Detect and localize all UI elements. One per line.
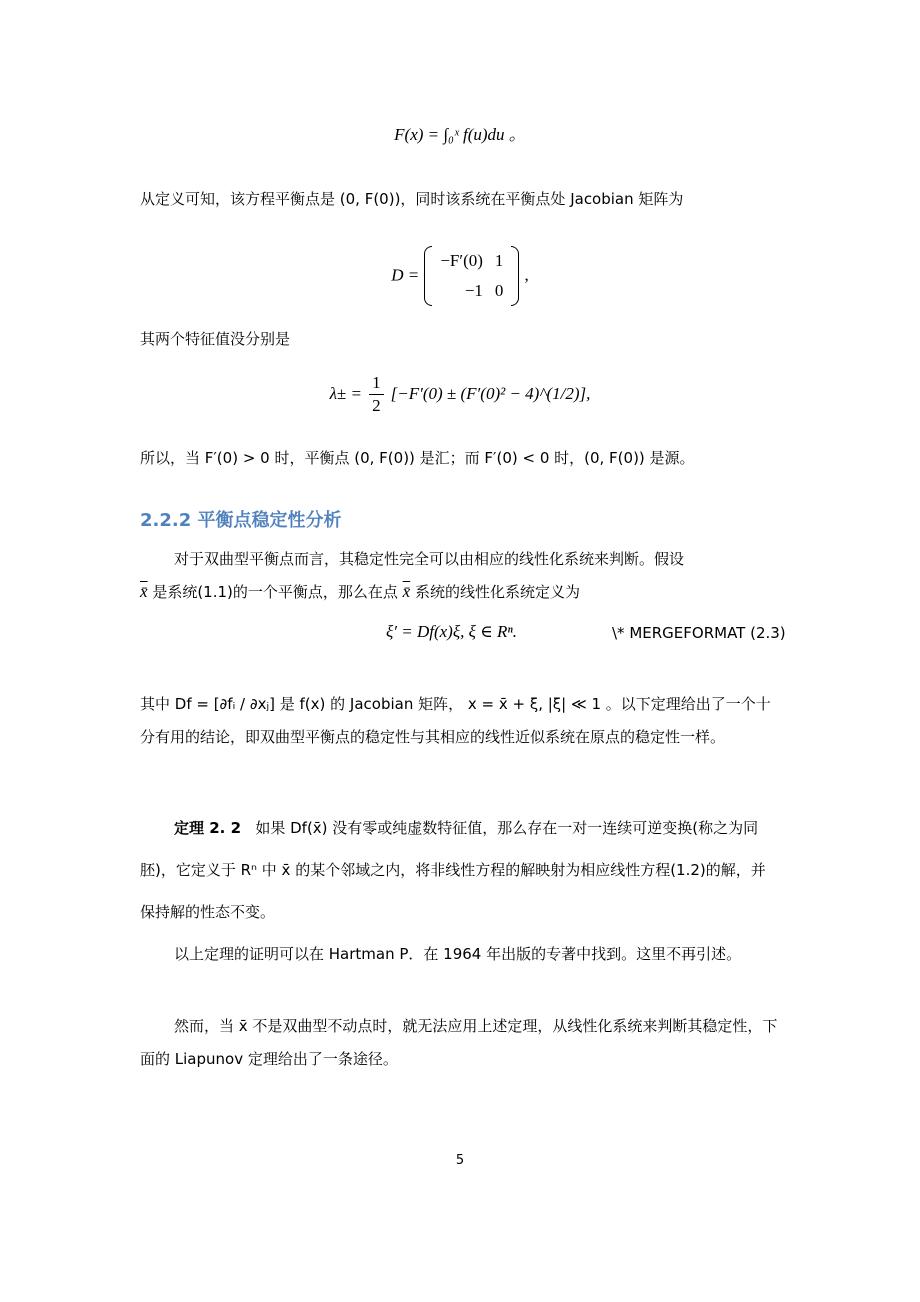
paragraph-hartman: 以上定理的证明可以在 Hartman P．在 1964 年出版的专著中找到。这里不再引述。 — [174, 945, 742, 963]
matrix-cell: −1 — [464, 281, 483, 300]
equation-2-3 — [386, 622, 517, 642]
paragraph-hyperbolic-cont — [140, 575, 780, 609]
text-span: 是系统(1.1)的一个平衡点，那么在点 — [147, 583, 403, 601]
fraction-denominator: 2 — [372, 396, 381, 415]
paragraph-hyperbolic: 对于双曲型平衡点而言，其稳定性完全可以由相应的线性化系统来判断。假设 — [174, 550, 685, 568]
equation-2-3-text: ξ′ = Df(x)ξ, ξ ∈ Rⁿ. — [386, 622, 517, 641]
fraction-numerator: 1 — [369, 372, 384, 395]
equation-F — [0, 120, 920, 145]
equation-lambda-rhs: [−F′(0) ± (F′(0)² − 4)^(1/2)], — [390, 384, 591, 403]
paragraph-equilibrium: 从定义可知，该方程平衡点是 (0, F(0))，同时该系统在平衡点处 Jacobian 矩阵为 — [140, 190, 684, 208]
x-bar: x̄ — [140, 582, 148, 601]
x-bar: x̄ — [402, 582, 411, 601]
paragraph-jacobian: 其中 Df = [∂fᵢ / ∂xⱼ] 是 f(x) 的 Jacobian 矩阵， x = x̄ + ξ, |ξ| ≪ 1 。以下定理给出了一个十分有用的结论，即双曲型平衡点的稳定性与其相应的线性近似系统在原点的稳定性一样。 — [140, 695, 771, 746]
page-number: 5 — [455, 1153, 465, 1168]
paragraph-eigenvalues: 其两个特征值没分别是 — [140, 330, 291, 348]
equation-F-text: F(x) = ∫₀ˣ f(u)du 。 — [394, 125, 526, 144]
equation-tag: \* MERGEFORMAT (2.3) — [612, 624, 786, 642]
section-heading: 2.2.2 平衡点稳定性分析 — [140, 510, 342, 531]
theorem-label: 定理 2. 2 — [174, 819, 242, 837]
equation-lambda — [0, 372, 920, 417]
equation-D-lhs: D = — [391, 265, 420, 285]
equation-lambda-lhs: λ± = — [329, 384, 362, 403]
matrix-cell: −F′(0) — [440, 251, 483, 270]
paragraph-liapunov: 然而，当 x̄ 不是双曲型不动点时，就无法应用上述定理，从线性化系统来判断其稳定性，下面的 Liapunov 定理给出了一条途径。 — [140, 1017, 778, 1068]
theorem-2-2 — [140, 807, 780, 933]
fraction-half — [369, 372, 384, 417]
equation-D — [0, 246, 920, 306]
text-span: 系统的线性化系统定义为 — [410, 583, 580, 601]
equation-D-trail: , — [524, 265, 529, 285]
matrix-cell: 1 — [494, 251, 504, 270]
theorem-text: 如果 Df(x̄) 没有零或纯虚数特征值，那么存在一对一连续可逆变换(称之为同胚)，它定义于 Rⁿ 中 x̄ 的某个邻域之内，将非线性方程的解映射为相应线性方程(1.2)的解，并保持解的性态不变。 — [140, 819, 766, 921]
matrix-cell: 0 — [494, 281, 504, 300]
jacobian-matrix — [424, 246, 519, 306]
paragraph-sink-source: 所以，当 F′(0) > 0 时，平衡点 (0, F(0)) 是汇；而 F′(0) < 0 时，(0, F(0)) 是源。 — [140, 449, 695, 467]
